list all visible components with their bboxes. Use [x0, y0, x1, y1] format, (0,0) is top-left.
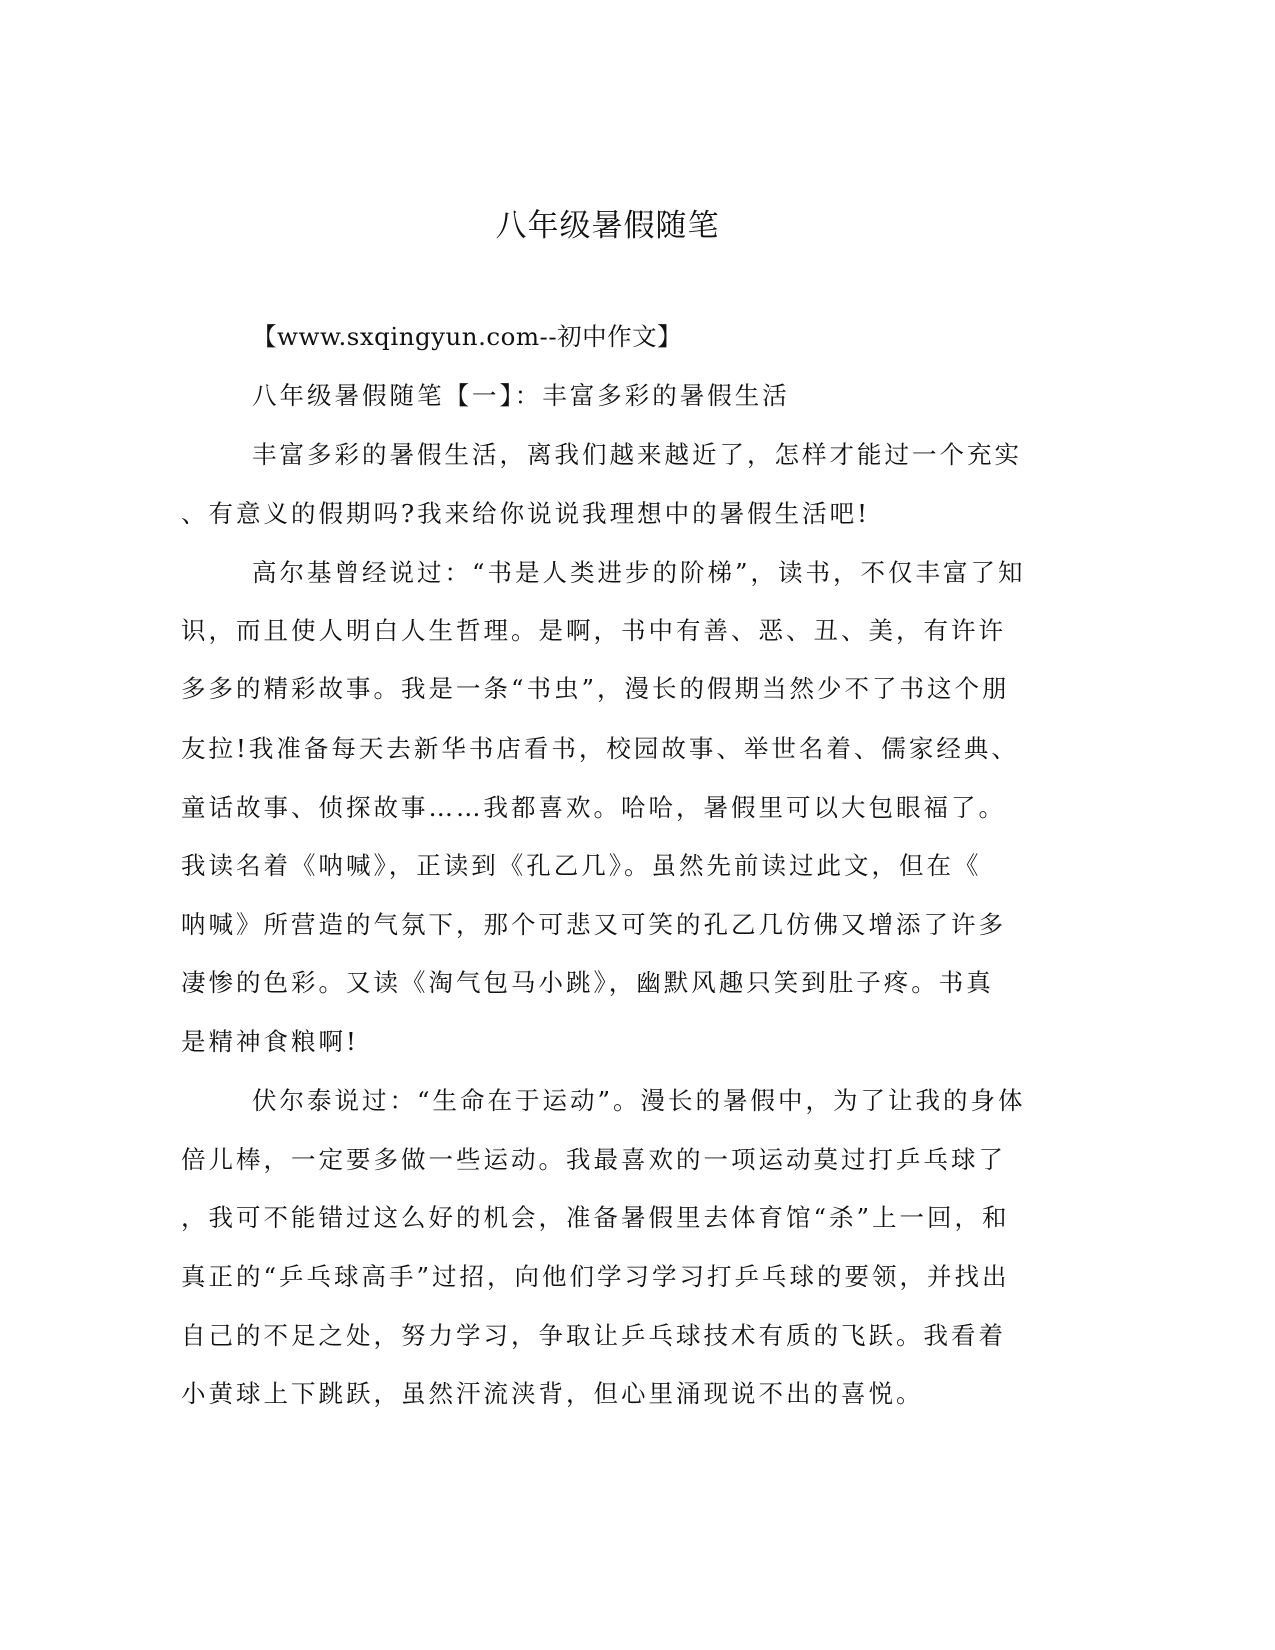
text-line: 自己的不足之处，努力学习，争取让乒乓球技术有质的飞跃。我看着 [181, 1321, 1006, 1350]
source-line: 【www.sxqingyun.com--初中作文】 [252, 322, 683, 351]
text-line: 我读名着《呐喊》，正读到《孔乙几》。虽然先前读过此文，但在《 [181, 851, 982, 880]
text-line: 小黄球上下跳跃，虽然汗流浃背，但心里涌现说不出的喜悦。 [181, 1379, 924, 1408]
text-line: 高尔基曾经说过：“书是人类进步的阶梯”，读书，不仅丰富了知 [252, 558, 1026, 587]
text-line: 凄惨的色彩。又读《淘气包马小跳》，幽默风趣只笑到肚子疼。书真 [181, 968, 994, 997]
text-line: 呐喊》所营造的气氛下，那个可悲又可笑的孔乙几仿佛又增添了许多 [181, 910, 1006, 939]
text-line: 是精神食粮啊! [181, 1027, 359, 1056]
text-line: 真正的“乒乓球高手”过招，向他们学习学习打乒乓球的要领，并找出 [181, 1262, 1010, 1291]
text-line: 、有意义的假期吗?我来给你说说我理想中的暑假生活吧! [181, 499, 870, 528]
text-line: 倍儿棒，一定要多做一些运动。我最喜欢的一项运动莫过打乒乓球了 [181, 1145, 1006, 1174]
text-line: 识，而且使人明白人生哲理。是啊，书中有善、恶、丑、美，有许许 [181, 616, 1006, 645]
text-line: 多多的精彩故事。我是一条“书虫”，漫长的假期当然少不了书这个朋 [181, 674, 1010, 703]
text-line: 童话故事、侦探故事……我都喜欢。哈哈，暑假里可以大包眼福了。 [181, 793, 1006, 822]
text-line: 丰富多彩的暑假生活，离我们越来越近了，怎样才能过一个充实 [252, 440, 1022, 469]
text-line: 伏尔泰说过：“生命在于运动”。漫长的暑假中，为了让我的身体 [252, 1086, 1026, 1115]
text-line: 友拉!我准备每天去新华书店看书，校园故事、举世名着、儒家经典、 [181, 734, 1019, 763]
subtitle: 八年级暑假随笔【一】：丰富多彩的暑假生活 [252, 381, 790, 410]
text-line: ，我可不能错过这么好的机会，准备暑假里去体育馆“杀”上一回，和 [181, 1203, 1010, 1232]
document-title: 八年级暑假随笔 [495, 208, 720, 244]
